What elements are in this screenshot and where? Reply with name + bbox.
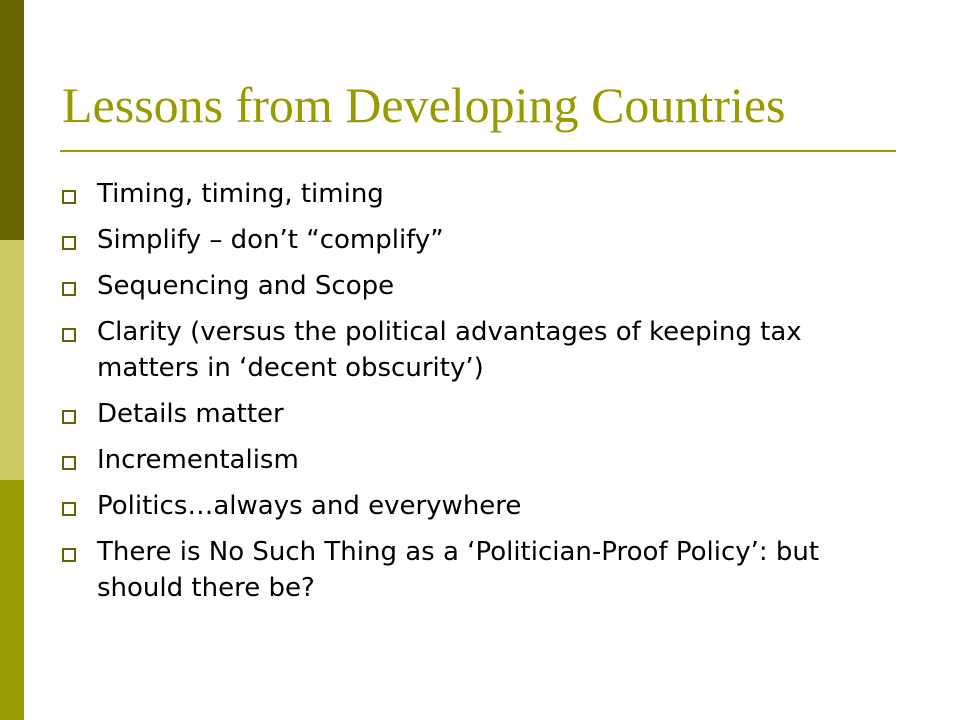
bullet-text: Details matter	[97, 399, 284, 429]
hollow-square-bullet-icon	[62, 502, 76, 516]
bullet-text: Incrementalism	[97, 445, 299, 475]
title-divider	[60, 150, 896, 152]
hollow-square-bullet-icon	[62, 410, 76, 424]
hollow-square-bullet-icon	[62, 328, 76, 342]
bullet-item	[62, 268, 862, 304]
bullet-text: Clarity (versus the political advantages of keeping tax matters in ‘decent obscurity’)	[97, 317, 802, 383]
bullet-item	[62, 442, 862, 478]
bullet-item	[62, 314, 862, 386]
bullet-item	[62, 222, 862, 258]
bullet-text: Politics…always and everywhere	[97, 491, 522, 521]
hollow-square-bullet-icon	[62, 190, 76, 204]
bullet-item	[62, 534, 862, 606]
bullet-text: Timing, timing, timing	[97, 179, 384, 209]
bullet-text: Simplify – don’t “complify”	[97, 225, 444, 255]
hollow-square-bullet-icon	[62, 548, 76, 562]
side-bar-bottom-segment	[0, 480, 24, 720]
side-bar-middle-segment	[0, 240, 24, 480]
hollow-square-bullet-icon	[62, 282, 76, 296]
bullet-text: Sequencing and Scope	[97, 271, 395, 301]
bullet-item	[62, 396, 862, 432]
bullet-list	[62, 176, 862, 616]
hollow-square-bullet-icon	[62, 456, 76, 470]
side-bar-top-segment	[0, 0, 24, 240]
bullet-item	[62, 488, 862, 524]
hollow-square-bullet-icon	[62, 236, 76, 250]
bullet-text: There is No Such Thing as a ‘Politician-Proof Policy’: but should there be?	[97, 537, 820, 603]
bullet-item	[62, 176, 862, 212]
slide-title: Lessons from Developing Countries	[62, 77, 786, 133]
